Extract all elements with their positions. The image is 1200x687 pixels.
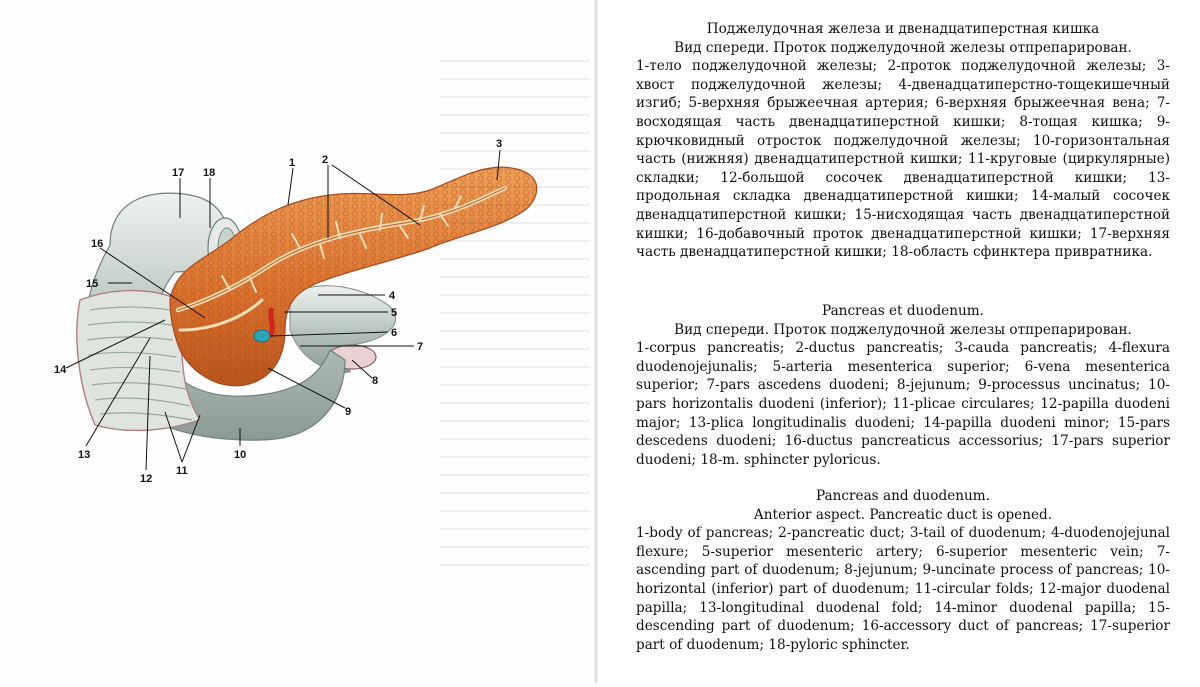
label-9: 9	[345, 406, 352, 418]
label-6: 6	[391, 327, 398, 339]
english-legend: 1-body of pancreas; 2-pancreatic duct; 3-tail of duodenum; 4-duodenojejunal flexure; 5-superior mesenteric artery; 6-superior mesenteric vein; 7-ascending part of duodenum; 8-jejunum; 9-uncinate process of pancreas; 10-horizontal (inferior) part of duodenum; 11-circular folds; 12-major duodenal papilla; 13-longitudinal duodenal fold; 14-minor duodenal papilla; 15-descending part of duodenum; 16-accessory duct of pancreas; 17-superior part of duodenum; 18-pyloric sphincter.	[636, 525, 1170, 653]
label-15: 15	[86, 278, 99, 290]
english-caption	[636, 487, 1170, 654]
bleed-through-text	[440, 60, 590, 580]
label-16: 16	[91, 238, 104, 250]
label-18: 18	[203, 167, 216, 179]
russian-title: Поджелудочная железа и двенадцатиперстная кишка	[706, 21, 1100, 37]
latin-caption	[636, 302, 1170, 469]
latin-title: Pancreas et duodenum.	[822, 303, 984, 319]
label-1: 1	[289, 157, 296, 169]
english-title: Pancreas and duodenum.	[816, 488, 990, 504]
superior-mesenteric-artery	[270, 308, 272, 336]
latin-subtitle: Вид спереди. Проток поджелудочной железы отпрепарирован.	[674, 321, 1132, 338]
left-page	[0, 0, 595, 683]
page-fold	[594, 0, 598, 683]
russian-legend: 1-тело поджелудочной железы; 2-проток поджелудочной железы; 3-хвост поджелудочной железы; 4-двенадцатиперстно-тощекишечный изгиб; 5-верхняя брыжеечная артерия; 6-верхняя брыжеечная вена; 7-восходящая часть двенадцатиперстной кишки; 8-тощая кишка; 9-крючковидный отросток поджелудочной железы; 10-горизонтальная часть (нижняя) двенадцатиперстной кишки; 11-круговые (циркулярные) складки; 12-большой сосочек двенадцатиперстной кишки; 13-продольная складка двенадцатиперстной кишки; 14-малый сосочек двенадцатиперстной кишки; 15-нисходящая часть двенадцатиперстной кишки; 16-добавочный проток двенадцатиперстной кишки; 17-верхняя часть двенадцатиперстной кишки; 18-область сфинктера привратника.	[636, 58, 1170, 261]
label-17: 17	[172, 167, 185, 179]
label-8: 8	[372, 375, 379, 387]
label-4: 4	[389, 290, 396, 302]
label-5: 5	[391, 307, 398, 319]
label-14: 14	[54, 364, 67, 376]
russian-caption	[636, 20, 1170, 262]
label-10: 10	[234, 449, 247, 461]
label-7: 7	[417, 341, 424, 353]
russian-subtitle: Вид спереди. Проток поджелудочной железы отпрепарирован.	[674, 39, 1132, 56]
label-13: 13	[78, 449, 91, 461]
english-subtitle: Anterior aspect. Pancreatic duct is opened.	[753, 506, 1053, 523]
label-2: 2	[322, 154, 329, 166]
label-3: 3	[496, 138, 503, 150]
latin-legend: 1-corpus pancreatis; 2-ductus pancreatis; 3-cauda pancreatis; 4-flexura duodenojejunalis; 5-arteria mesenterica superior; 6-vena mesenterica superior; 7-pars ascedens duodeni; 8-jejunum; 9-processus uncinatus; 10-pars horizontalis duodeni (inferior); 11-plicae circulares; 12-papilla duodeni major; 13-plica longitudinalis duodeni; 14-papilla duodeni minor; 15-pars descedens duodeni; 16-ductus pancreaticus accessorius; 17-pars superior duodeni; 18-m. sphincter pyloricus.	[636, 340, 1170, 468]
label-12: 12	[140, 473, 153, 485]
superior-mesenteric-vein	[254, 330, 270, 342]
right-page	[600, 0, 1200, 683]
label-11: 11	[176, 465, 188, 477]
